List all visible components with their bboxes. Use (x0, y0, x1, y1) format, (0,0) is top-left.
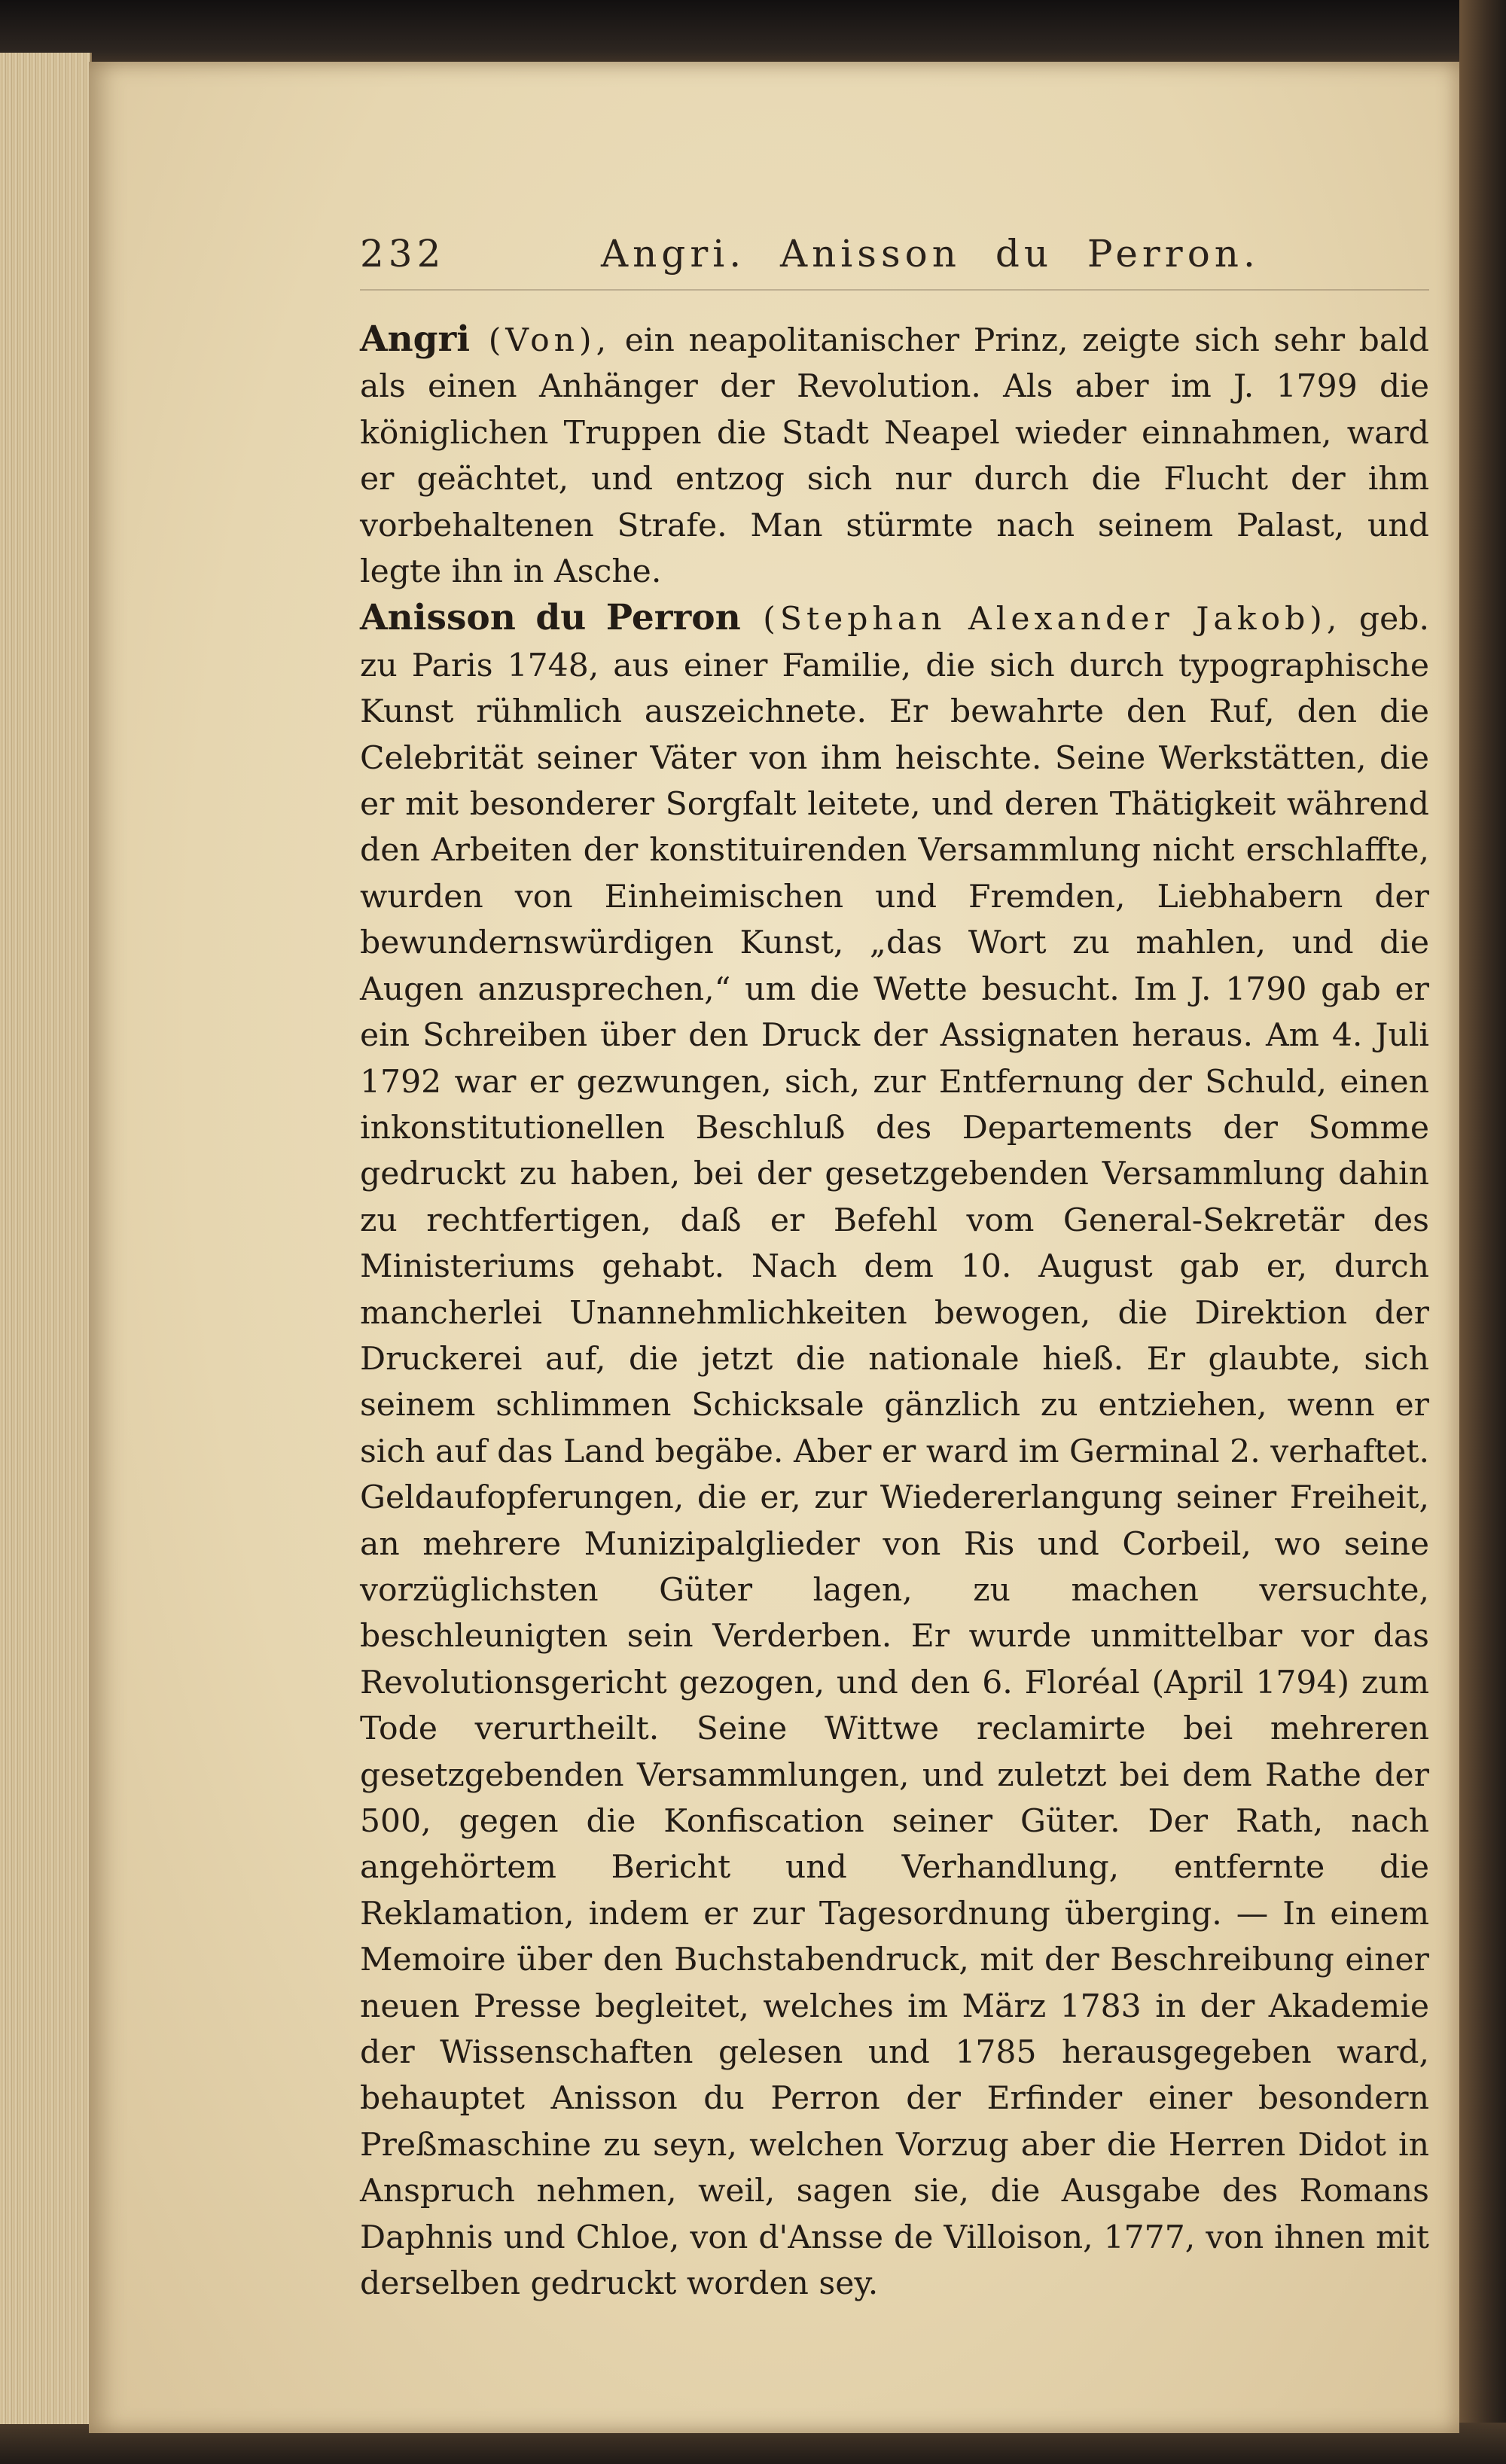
page-stack-edges (0, 53, 92, 2424)
entry-text: ein neapolitanischer Prinz, zeigte sich sehr bald als einen Anhänger der Revolution. Als aber im J. 1799 die königlichen Truppen die Stadt Neapel wieder einnahmen, ward er geächtet, und entzog sich nur durch die Flucht der ihm vorbehaltenen Strafe. Man stürmte nach seinem Palast, und legte ihn in Asche. (360, 322, 1429, 591)
page-number: 232 (360, 232, 446, 276)
entry-text: geb. zu Paris 1748, aus einer Familie, die sich durch typographische Kunst rühmlich auszeichnete. Er bewahrte den Ruf, den die Celebrität seiner Väter von ihm heischte. Seine Werkstätten, die er mit besonderer Sorgfalt leitete, und deren Thätigkeit während den Arbeiten der konstituirenden Versammlung nicht erschlaffte, wurden von Einheimischen und Fremden, Liebhabern der bewundernswürdigen Kunst, „das Wort zu mahlen, und die Augen anzusprechen,“ um die Wette besucht. Im J. 1790 gab er ein Schreiben über den Druck der Assignaten heraus. Am 4. Juli 1792 war er gezwungen, sich, zur Entfernung der Schuld, einen inkonstitutionellen Beschluß des Departements der Somme gedruckt zu haben, bei der gesetzgebenden Versammlung dahin zu rechtfertigen, daß er Befehl vom General-Sekretär des Ministeriums gehabt. Nach dem 10. August gab er, durch mancherlei Unannehmlichkeiten bewogen, die Direktion der Druckerei auf, die jetzt die nationale hieß. Er glaubte, sich seinem schlimmen Schicksale gänzlich zu entziehen, wenn er sich auf das Land begäbe. Aber er ward im Germinal 2. verhaftet. Geldaufopferungen, die er, zur Wiedererlangung seiner Freiheit, an mehrere Munizipalglieder von Ris und Corbeil, wo seine vorzüglichsten Güter lagen, zu machen versuchte, beschleunigten sein Verderben. Er wurde unmittelbar vor das Revolutionsgericht gezogen, und den 6. Floréal (April 1794) zum Tode verurtheilt. Seine Wittwe reclamirte bei mehreren gesetzgebenden Versammlungen, und zuletzt bei dem Rathe der 500, gegen die Konfiscation seiner Güter. Der Rath, nach angehörtem Bericht und Verhandlung, entfernte die Reklamation, indem er zur Tagesordnung überging. — In einem Memoire über den Buchstabendruck, mit der Beschreibung einer neuen Presse begleitet, welches im März 1783 in der Akademie der Wissenschaften gelesen und 1785 herausgegeben ward, behauptet Anisson du Perron der Erfinder einer besondern Preßmaschine zu seyn, welchen Vorzug aber die Herren Didot in Anspruch nehmen, weil, sagen sie, die Ausgabe des Romans Daphnis und Chloe, von d'Ansse de Villoison, 1777, von ihnen mit derselben gedruckt worden sey. (360, 601, 1429, 2303)
entry-qualifier: (Stephan Alexander Jakob), (740, 601, 1342, 638)
entry-qualifier: (Von), (470, 322, 611, 359)
running-title: Angri. Anisson du Perron. (601, 232, 1260, 276)
book-cover-top-edge (0, 0, 1506, 72)
entry-anisson-du-perron (360, 595, 1429, 2307)
entry-headword: Anisson du Perron (360, 597, 741, 639)
entry-angri (360, 316, 1429, 595)
page-header (360, 232, 1429, 285)
page-body (360, 316, 1429, 2307)
entry-headword: Angri (360, 318, 471, 360)
book-cover-right-edge (1459, 0, 1506, 2464)
header-rule (360, 289, 1429, 291)
